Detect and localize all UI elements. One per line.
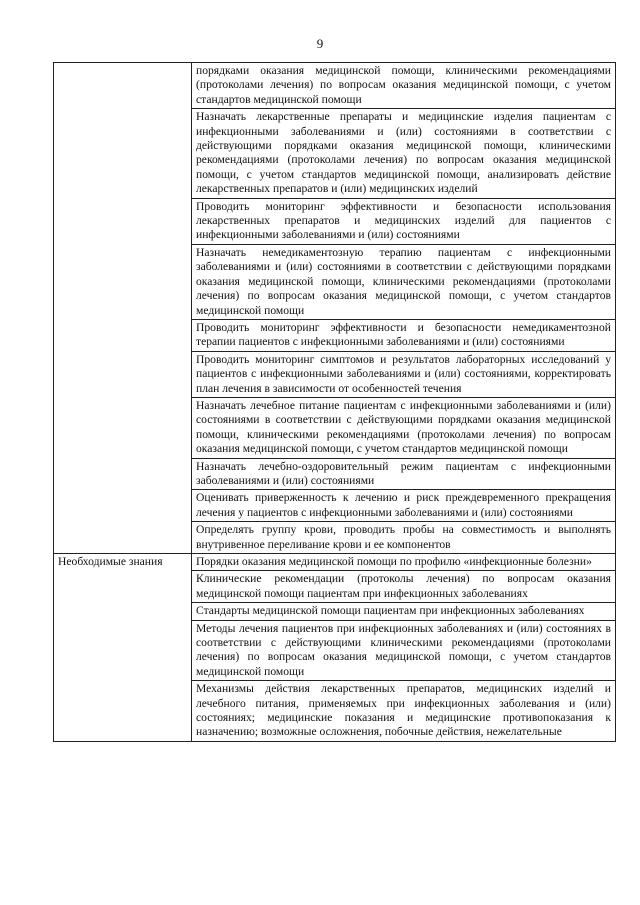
competency-table <box>53 62 616 742</box>
table-cell: Порядки оказания медицинской помощи по профилю «инфекционные болезни» <box>192 554 616 571</box>
table-cell: Назначать лекарственные препараты и медицинские изделия пациентам с инфекционными заболеваниями и (или) состояниями в соответствии с действующими порядками оказания медицинской помощи, клиническими рекомендациями (протоколами лечения) по вопросам оказания медицинской помощи, с учетом стандартов медицинской помощи, анализировать действие лекарственных препаратов и (или) медицинских изделий <box>192 109 616 198</box>
table-cell: Стандарты медицинской помощи пациентам при инфекционных заболеваниях <box>192 603 616 620</box>
table-cell: Проводить мониторинг эффективности и безопасности немедикаментозной терапии пациентов с инфекционными заболеваниями и (или) состояниями <box>192 319 616 351</box>
table-cell: Определять группу крови, проводить пробы на совместимость и выполнять внутривенное переливание крови и ее компонентов <box>192 522 616 554</box>
table-cell: Назначать лечебно-оздоровительный режим пациентам с инфекционными заболеваниями и (или) состояниями <box>192 458 616 490</box>
table-cell: Назначать лечебное питание пациентам с инфекционными заболеваниями и (или) состояниями в соответствии с действующими порядками оказания медицинской помощи, клиническими рекомендациями (протоколами лечения) по вопросам оказания медицинской помощи, с учетом стандартов медицинской помощи <box>192 397 616 458</box>
table-cell: Клинические рекомендации (протоколы лечения) по вопросам оказания медицинской помощи пациентам при инфекционных заболеваниях <box>192 571 616 603</box>
table-cell: Оценивать приверженность к лечению и риск преждевременного прекращения лечения у пациентов с инфекционными заболеваниями и (или) состояниями <box>192 490 616 522</box>
table-cell: Назначать немедикаментозную терапию пациентам с инфекционными заболеваниями и (или) состояниями в соответствии с действующими порядками оказания медицинской помощи, клиническими рекомендациями (протоколами лечения) по вопросам оказания медицинской помощи, с учетом стандартов медицинской помощи <box>192 244 616 319</box>
empty-label-cell <box>54 63 192 554</box>
table-cell: Проводить мониторинг эффективности и безопасности использования лекарственных препаратов и медицинских изделий для пациентов с инфекционными заболеваниями и (или) состояниями <box>192 198 616 244</box>
table-cell: Механизмы действия лекарственных препаратов, медицинских изделий и лечебного питания, применяемых при инфекционных заболевания и (или) состояниях; медицинские показания и медицинские противопоказания к назначению; возможные осложнения, побочные действия, нежелательные <box>192 681 616 742</box>
table-row <box>54 554 616 571</box>
page-number: 9 <box>316 36 324 51</box>
table-row <box>54 63 616 109</box>
table-cell: порядками оказания медицинской помощи, клиническими рекомендациями (протоколами лечения) по вопросам оказания медицинской помощи, с учетом стандартов медицинской помощи <box>192 63 616 109</box>
knowledge-label: Необходимые знания <box>54 554 192 742</box>
table-cell: Методы лечения пациентов при инфекционных заболеваниях и (или) состояниях в соответствии с действующими клиническими рекомендациями (протоколами лечения) по вопросам оказания медицинской помощи, с учетом стандартов медицинской помощи <box>192 620 616 681</box>
table-cell: Проводить мониторинг симптомов и результатов лабораторных исследований у пациентов с инфекционными заболеваниями и (или) состояниями, корректировать план лечения в зависимости от особенностей течения <box>192 351 616 397</box>
